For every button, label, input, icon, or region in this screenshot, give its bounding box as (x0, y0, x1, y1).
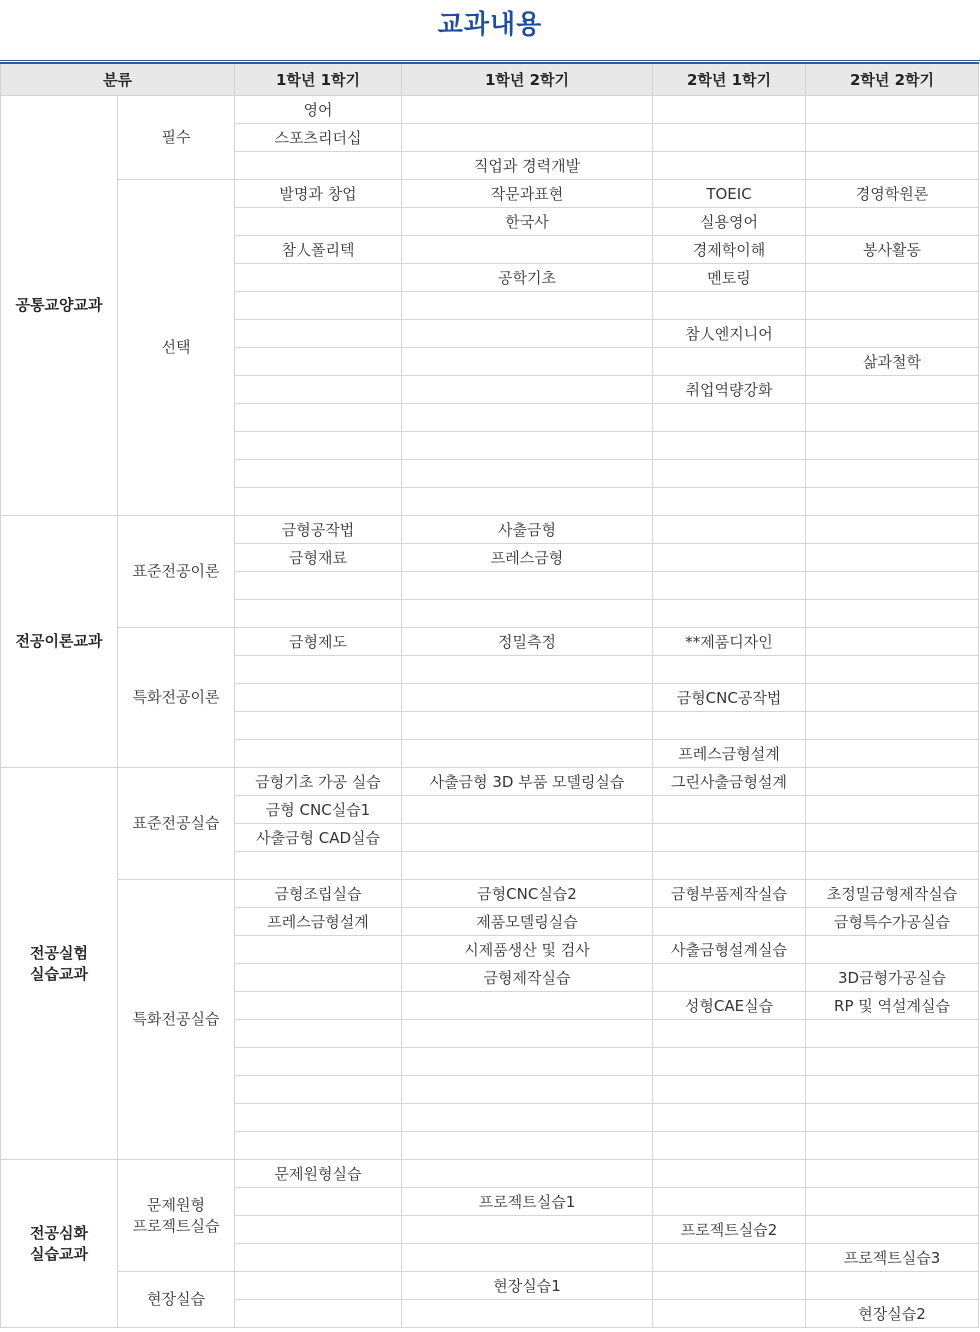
course-cell (402, 796, 653, 824)
course-cell (402, 1216, 653, 1244)
course-cell (235, 1104, 402, 1132)
course-cell (653, 124, 806, 152)
course-cell (235, 1216, 402, 1244)
course-cell: 사출금형 (402, 516, 653, 544)
course-cell: 멘토링 (653, 264, 806, 292)
course-cell (653, 1300, 806, 1328)
course-cell: **제품디자인 (653, 628, 806, 656)
table-row (1, 1272, 979, 1300)
course-cell: 실용영어 (653, 208, 806, 236)
course-cell (235, 460, 402, 488)
course-cell: 스포츠리더십 (235, 124, 402, 152)
table-row (1, 768, 979, 796)
course-cell (806, 1216, 979, 1244)
table-row (1, 180, 979, 208)
course-cell: 그린사출금형설계 (653, 768, 806, 796)
table-row (1, 96, 979, 124)
course-cell: 현장실습2 (806, 1300, 979, 1328)
course-cell (653, 1160, 806, 1188)
course-cell (402, 348, 653, 376)
course-cell (235, 404, 402, 432)
course-cell (402, 1160, 653, 1188)
course-cell: 영어 (235, 96, 402, 124)
course-cell: 사출금형 CAD실습 (235, 824, 402, 852)
page-title: 교과내용 (437, 10, 543, 40)
course-cell (402, 376, 653, 404)
course-cell: TOEIC (653, 180, 806, 208)
course-cell: 초정밀금형제작실습 (806, 880, 979, 908)
course-cell (402, 460, 653, 488)
course-cell (402, 432, 653, 460)
course-cell (402, 1076, 653, 1104)
course-cell (806, 1188, 979, 1216)
course-cell (653, 432, 806, 460)
course-cell (806, 460, 979, 488)
course-cell (402, 656, 653, 684)
course-cell (402, 1244, 653, 1272)
course-cell (402, 320, 653, 348)
course-cell (653, 712, 806, 740)
course-cell: 프로젝트실습2 (653, 1216, 806, 1244)
course-cell (235, 1300, 402, 1328)
course-cell: 프레스금형 (402, 544, 653, 572)
curriculum-table (0, 62, 979, 1328)
subcategory-cell: 표준전공이론 (118, 516, 235, 628)
course-cell (402, 740, 653, 768)
course-cell: 작문과표현 (402, 180, 653, 208)
course-cell: 경영학원론 (806, 180, 979, 208)
course-cell (806, 1076, 979, 1104)
course-cell: 프로젝트실습3 (806, 1244, 979, 1272)
course-cell (235, 936, 402, 964)
course-cell: 금형조립실습 (235, 880, 402, 908)
course-cell (653, 908, 806, 936)
subcategory-cell: 선택 (118, 180, 235, 516)
header-category: 분류 (1, 63, 235, 96)
course-cell (235, 712, 402, 740)
course-cell (806, 1048, 979, 1076)
subcategory-cell: 표준전공실습 (118, 768, 235, 880)
course-cell (402, 96, 653, 124)
course-cell (653, 544, 806, 572)
course-cell: 취업역량강화 (653, 376, 806, 404)
subcategory-cell: 특화전공실습 (118, 880, 235, 1160)
header-year2-sem1: 2학년 1학기 (653, 63, 806, 96)
course-cell: 프레스금형설계 (235, 908, 402, 936)
course-cell: 금형특수가공실습 (806, 908, 979, 936)
course-cell (402, 852, 653, 880)
course-cell (653, 152, 806, 180)
course-cell (653, 824, 806, 852)
course-cell (235, 656, 402, 684)
course-cell (806, 824, 979, 852)
course-cell (806, 516, 979, 544)
course-cell (653, 516, 806, 544)
course-cell (235, 992, 402, 1020)
course-cell: RP 및 역설계실습 (806, 992, 979, 1020)
subcategory-cell: 현장실습 (118, 1272, 235, 1328)
course-cell (402, 1048, 653, 1076)
title-bar (0, 0, 980, 61)
course-cell (235, 292, 402, 320)
course-cell (402, 236, 653, 264)
course-cell (235, 1132, 402, 1160)
course-cell (235, 432, 402, 460)
course-cell (806, 292, 979, 320)
course-cell (653, 852, 806, 880)
course-cell (806, 152, 979, 180)
subcategory-cell: 문제원형 프로젝트실습 (118, 1160, 235, 1272)
course-cell (653, 348, 806, 376)
course-cell (653, 1132, 806, 1160)
course-cell (653, 1104, 806, 1132)
course-cell (402, 1104, 653, 1132)
subcategory-cell: 필수 (118, 96, 235, 180)
course-cell: 사출금형설계실습 (653, 936, 806, 964)
course-cell (806, 600, 979, 628)
course-cell (806, 432, 979, 460)
course-cell (653, 572, 806, 600)
course-cell (402, 404, 653, 432)
course-cell: 금형재료 (235, 544, 402, 572)
course-cell (235, 264, 402, 292)
category-cell: 전공심화 실습교과 (1, 1160, 118, 1328)
course-cell (653, 488, 806, 516)
course-cell: 삶과철학 (806, 348, 979, 376)
course-cell (235, 1020, 402, 1048)
course-cell (653, 600, 806, 628)
course-cell (806, 1132, 979, 1160)
course-cell: 금형CNC공작법 (653, 684, 806, 712)
course-cell (806, 1272, 979, 1300)
course-cell (235, 376, 402, 404)
course-cell: 제품모델링실습 (402, 908, 653, 936)
course-cell (806, 852, 979, 880)
course-cell (806, 1020, 979, 1048)
course-cell (402, 1132, 653, 1160)
course-cell: 금형제도 (235, 628, 402, 656)
course-cell (653, 656, 806, 684)
header-year1-sem1: 1학년 1학기 (235, 63, 402, 96)
course-cell (806, 1160, 979, 1188)
course-cell (806, 572, 979, 600)
course-cell (235, 1244, 402, 1272)
course-cell (235, 348, 402, 376)
course-cell (235, 1048, 402, 1076)
course-cell: 프레스금형설계 (653, 740, 806, 768)
course-cell: 발명과 창업 (235, 180, 402, 208)
course-cell (235, 208, 402, 236)
course-cell: 정밀측정 (402, 628, 653, 656)
course-cell (235, 852, 402, 880)
course-cell (235, 684, 402, 712)
course-cell (653, 1048, 806, 1076)
course-cell (235, 488, 402, 516)
course-cell (402, 124, 653, 152)
course-cell (653, 1272, 806, 1300)
course-cell: 경제학이해 (653, 236, 806, 264)
course-cell (402, 1020, 653, 1048)
course-cell (653, 964, 806, 992)
course-cell: 금형 CNC실습1 (235, 796, 402, 824)
course-cell (806, 544, 979, 572)
course-cell (235, 1076, 402, 1104)
course-cell (806, 1104, 979, 1132)
course-cell: 현장실습1 (402, 1272, 653, 1300)
table-row (1, 880, 979, 908)
course-cell (402, 712, 653, 740)
table-row (1, 516, 979, 544)
course-cell (402, 292, 653, 320)
subcategory-cell: 특화전공이론 (118, 628, 235, 768)
course-cell: 사출금형 3D 부품 모델링실습 (402, 768, 653, 796)
course-cell (402, 824, 653, 852)
category-cell: 전공이론교과 (1, 516, 118, 768)
category-cell: 전공실험 실습교과 (1, 768, 118, 1160)
course-cell: 금형기초 가공 실습 (235, 768, 402, 796)
course-cell (806, 96, 979, 124)
course-cell (806, 376, 979, 404)
course-cell (806, 628, 979, 656)
course-cell (235, 1188, 402, 1216)
course-cell: 참人폴리텍 (235, 236, 402, 264)
course-cell (653, 460, 806, 488)
course-cell: 한국사 (402, 208, 653, 236)
course-cell (402, 488, 653, 516)
course-cell (806, 488, 979, 516)
course-cell: 금형공작법 (235, 516, 402, 544)
header-year2-sem2: 2학년 2학기 (806, 63, 979, 96)
course-cell (806, 936, 979, 964)
course-cell (653, 1020, 806, 1048)
course-cell (235, 600, 402, 628)
course-cell: 참人엔지니어 (653, 320, 806, 348)
course-cell (806, 124, 979, 152)
course-cell (402, 1300, 653, 1328)
header-year1-sem2: 1학년 2학기 (402, 63, 653, 96)
course-cell (235, 152, 402, 180)
course-cell (806, 712, 979, 740)
course-cell: 프로젝트실습1 (402, 1188, 653, 1216)
course-cell (235, 572, 402, 600)
course-cell (806, 320, 979, 348)
course-cell: 금형CNC실습2 (402, 880, 653, 908)
course-cell: 봉사활동 (806, 236, 979, 264)
course-cell (402, 684, 653, 712)
course-cell: 3D금형가공실습 (806, 964, 979, 992)
course-cell (653, 796, 806, 824)
course-cell: 직업과 경력개발 (402, 152, 653, 180)
course-cell (235, 964, 402, 992)
course-cell (806, 740, 979, 768)
course-cell (653, 96, 806, 124)
course-cell (806, 264, 979, 292)
course-cell: 금형부품제작실습 (653, 880, 806, 908)
course-cell (235, 320, 402, 348)
course-cell (653, 404, 806, 432)
course-cell (653, 1244, 806, 1272)
course-cell (402, 600, 653, 628)
table-row (1, 628, 979, 656)
course-cell (235, 1272, 402, 1300)
course-cell: 시제품생산 및 검사 (402, 936, 653, 964)
course-cell (402, 572, 653, 600)
course-cell (653, 292, 806, 320)
table-row (1, 1160, 979, 1188)
course-cell (806, 684, 979, 712)
course-cell: 문제원형실습 (235, 1160, 402, 1188)
table-body (1, 96, 979, 1328)
course-cell (806, 796, 979, 824)
course-cell (402, 992, 653, 1020)
course-cell (806, 208, 979, 236)
course-cell: 성형CAE실습 (653, 992, 806, 1020)
course-cell (653, 1188, 806, 1216)
header-row (1, 63, 979, 96)
course-cell: 공학기초 (402, 264, 653, 292)
course-cell (653, 1076, 806, 1104)
course-cell (806, 404, 979, 432)
course-cell (806, 768, 979, 796)
category-cell: 공통교양교과 (1, 96, 118, 516)
course-cell (806, 656, 979, 684)
course-cell (235, 740, 402, 768)
course-cell: 금형제작실습 (402, 964, 653, 992)
